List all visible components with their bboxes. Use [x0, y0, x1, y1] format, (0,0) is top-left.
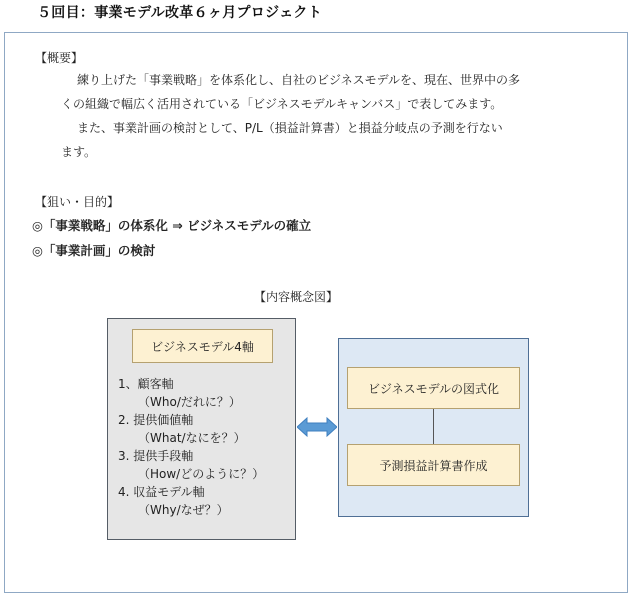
outputs-box — [338, 338, 529, 517]
axis-question: （Who/だれに？） — [138, 395, 241, 409]
axis-title: 4. 収益モデル軸 — [118, 485, 205, 499]
aims-label: 【狙い・目的】 — [35, 195, 120, 209]
connector-line — [433, 409, 434, 444]
business-model-axes-box — [107, 318, 296, 540]
axis-question: （What/なにを？） — [138, 431, 246, 445]
axis-question: （How/どのように？） — [138, 467, 265, 481]
axes-list — [118, 375, 293, 519]
axis-question: （Why/なぜ？） — [138, 503, 229, 517]
axis-title: 2. 提供価値軸 — [118, 413, 194, 427]
overview-line: 練り上げた「事業戦略」を体系化し、自社のビジネスモデルを、現在、世界中の多 — [77, 73, 521, 87]
overview-line: くの組織で幅広く活用されている「ビジネスモデルキャンバス」で表してみます。 — [61, 97, 503, 111]
axes-heading: ビジネスモデル4軸 — [132, 329, 273, 363]
page-title: ５回目：事業モデル改革６ヶ月プロジェクト — [37, 5, 323, 21]
forecast-pl-item: 予測損益計算書作成 — [347, 444, 520, 486]
diagram-title: 【内容概念図】 — [254, 290, 339, 304]
axis-title: 1、顧客軸 — [118, 377, 174, 391]
aim-item: ◎「事業計画」の検討 — [32, 243, 156, 258]
diagramming-item: ビジネスモデルの図式化 — [347, 367, 520, 409]
double-arrow-icon — [297, 416, 337, 438]
axis-title: 3. 提供手段軸 — [118, 449, 194, 463]
overview-line: また、事業計画の検討として、P/L（損益計算書）と損益分岐点の予測を行ない — [77, 121, 503, 135]
overview-line: ます。 — [61, 145, 97, 159]
aim-item: ◎「事業戦略」の体系化 ⇒ ビジネスモデルの確立 — [32, 218, 312, 233]
overview-label: 【概要】 — [35, 51, 84, 65]
